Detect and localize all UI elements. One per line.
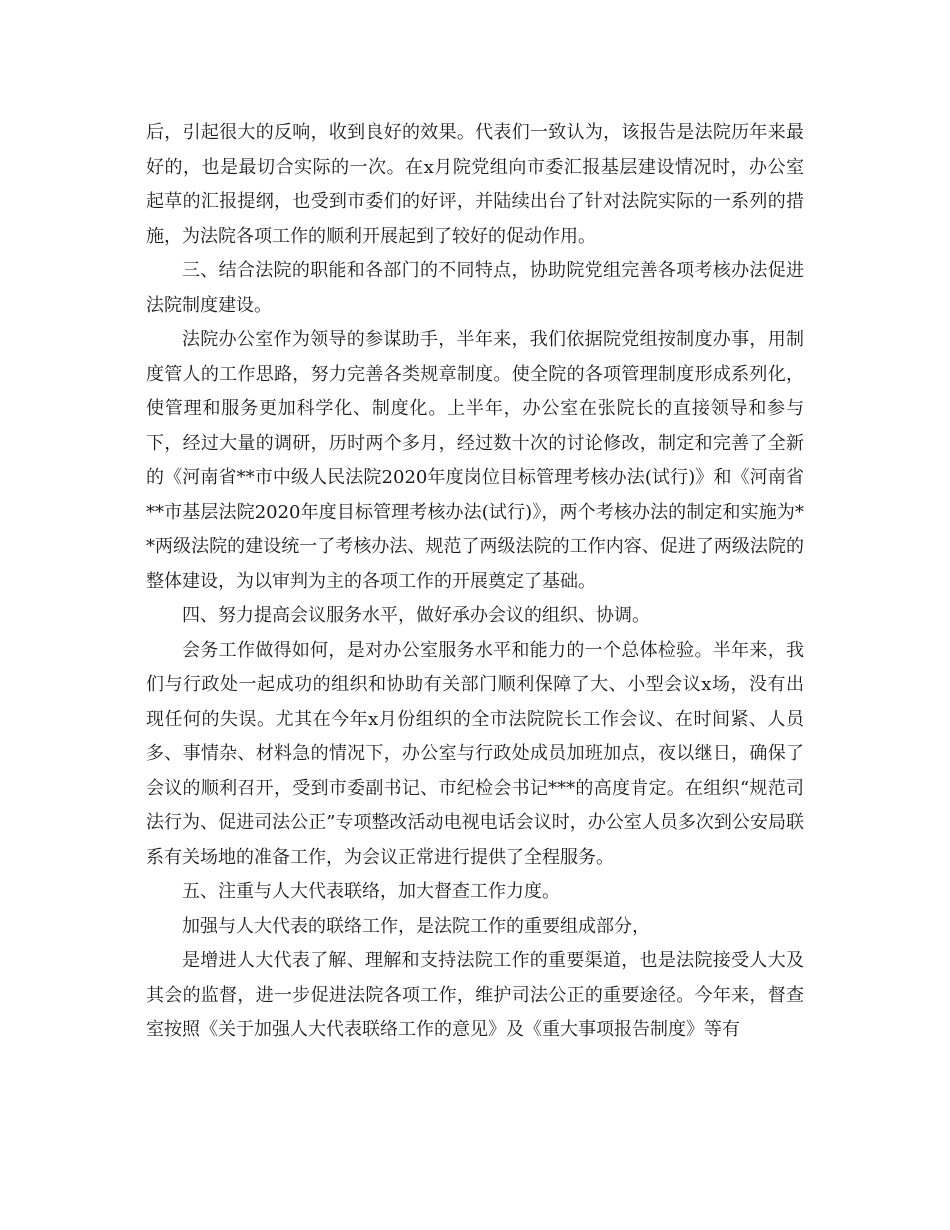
paragraph-system-building: 法院办公室作为领导的参谋助手，半年来，我们依据院党组按制度办事，用制度管人的工作思路，努力完善各类规章制度。使全院的各项管理制度形成系列化，使管理和服务更加科学化、制度化。上半年，办公室在张院长的直接领导和参与下，经过大量的调研，历时两个多月，经过数十次的讨论修改，制定和完善了全新的《河南省**市中级人民法院2020年度岗位目标管理考核办法(试行)》和《河南省**市基层法院2020年度目标管理考核办法(试行)》，两个考核办法的制定和实施为**两级法院的建设统一了考核办法、规范了两级法院的工作内容、促进了两级法院的整体建设，为以审判为主的各项工作的开展奠定了基础。 [146,329,804,592]
paragraph-liaison-intro: 加强与人大代表的联络工作，是法院工作的重要组成部分， [182,915,650,937]
paragraph-liaison-detail: 是增进人大代表了解、理解和支持法院工作的重要渠道，也是法院接受人大及其会的监督，进一步促进法院各项工作，维护司法公正的重要途径。今年来，督查室按照《关于加强人大代表联络工作的意见》及《重大事项报告制度》等有 [146,950,804,1040]
section-heading-4: 四、努力提高会议服务水平，做好承办会议的组织、协调。 [182,605,650,626]
paragraph-continuation: 后，引起很大的反响，收到良好的效果。代表们一致认为，该报告是法院历年来最好的，也是最切合实际的一次。在x月院党组向市委汇报基层建设情况时，办公室起草的汇报提纲，也受到市委们的好评，并陆续出台了针对法院实际的一系列的措施，为法院各项工作的顺利开展起到了较好的促动作用。 [146,122,804,247]
document-body [146,116,804,1048]
section-heading-3: 三、结合法院的职能和各部门的不同特点，协助院党组完善各项考核办法促进法院制度建设。 [146,260,804,316]
section-heading-5: 五、注重与人大代表联络，加大督查工作力度。 [182,881,560,902]
paragraph-meeting-service: 会务工作做得如何，是对办公室服务水平和能力的一个总体检验。半年来，我们与行政处一起成功的组织和协助有关部门顺利保障了大、小型会议x场，没有出现任何的失误。尤其在今年x月份组织的全市法院院长工作会议、在时间紧、人员多、事情杂、材料急的情况下，办公室与行政处成员加班加点，夜以继日，确保了会议的顺利召开，受到市委副书记、市纪检会书记***的高度肯定。在组织“规范司法行为、促进司法公正”专项整改活动电视电话会议时，办公室人员多次到公安局联系有关场地的准备工作，为会议正常进行提供了全程服务。 [146,639,804,868]
